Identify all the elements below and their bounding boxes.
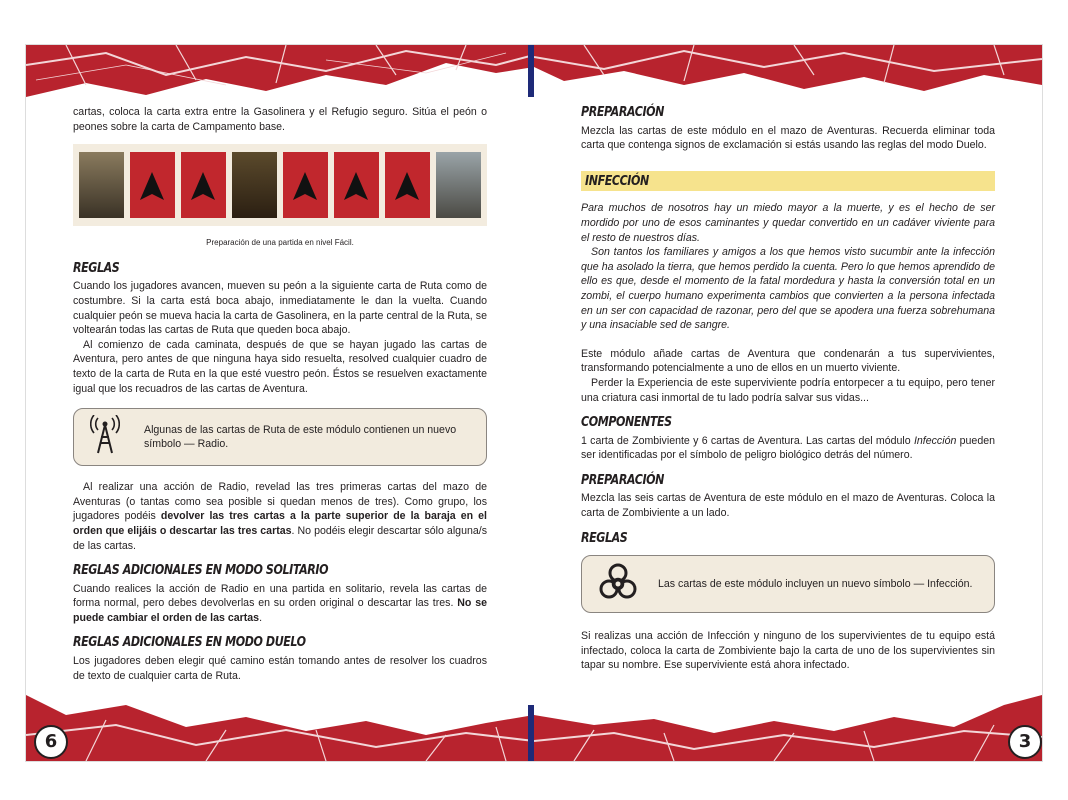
componentes-text-c: pueden ser identificadas por el símbolo de peligro biológico detrás del número. <box>581 434 996 462</box>
componentes-paragraph <box>581 434 995 463</box>
page-number-left: 6 <box>34 725 68 759</box>
solitario-text-c: . <box>259 611 263 624</box>
image-caption: Preparación de una partida en nivel Fácil. <box>206 238 354 248</box>
left-content <box>73 105 487 683</box>
radio-callout-text: Algunas de las cartas de Ruta de este módulo contienen un nuevo símbolo — Radio. <box>144 423 457 451</box>
card-gasolinera <box>232 152 277 218</box>
heading-reglas-right: REGLAS <box>581 529 628 546</box>
heading-preparacion-2: PREPARACIÓN <box>581 471 665 488</box>
componentes-text-a: 1 carta de Zombiviente y 6 cartas de Aventura. Las cartas del módulo <box>581 434 914 447</box>
componentes-text-it: Infección <box>913 434 957 447</box>
reglas-paragraph-1: Cuando los jugadores avancen, mueven su peón a la siguiente carta de Ruta como de costumbre. Si la carta está boca abajo, inmediatamente le dan la vuelta. Cuando cualquier peón se mueva hacia la carta de Gasolinera, en la parte central de la Ruta, se voltearán todas las cartas de Ruta que queden boca abajo. <box>73 280 487 337</box>
heading-infeccion: INFECCIÓN <box>585 172 649 189</box>
card-ruta-back <box>334 152 379 218</box>
setup-image <box>73 144 487 226</box>
infeccion-callout <box>581 555 995 613</box>
card-refugio <box>436 152 481 218</box>
biohazard-icon <box>598 562 648 607</box>
radio-text-a: Al realizar una acción de Radio, revelad las tres primeras cartas del mazo de Aventuras (o tantas como sea posible si quedan menos de tres). Como grupo, los jugadores podéis <box>73 481 487 523</box>
radio-tower-icon <box>90 415 134 460</box>
heading-duelo: REGLAS ADICIONALES EN MODO DUELO <box>73 634 306 651</box>
solitario-text-a: Cuando realices la acción de Radio en una partida en solitario, revela las cartas de forma normal, pero debes devolverlas en su orden original o descartar las tres. <box>73 582 487 610</box>
card-ruta-back <box>283 152 328 218</box>
map-band-bottom-right <box>534 675 1042 761</box>
heading-componentes: COMPONENTES <box>581 414 672 431</box>
final-paragraph: Si realizas una acción de Infección y ninguno de los supervivientes de tu equipo está infectado, coloca la carta de Zombiviente bajo la carta de uno de los supervivientes sin tapar su nombre. Ese superviviente está ahora infectado. <box>581 630 995 672</box>
duelo-paragraph: Los jugadores deben elegir qué camino están tomando antes de resolver los cuadros de texto de cualquier carta de Ruta. <box>73 655 487 682</box>
modulo-paragraph-1: Este módulo añade cartas de Aventura que condenarán a tus supervivientes, transformando potencialmente a uno de ellos en un muerto viviente. <box>581 347 995 375</box>
card-ruta-back <box>130 152 175 218</box>
flavor-paragraph-1: Para muchos de nosotros hay un miedo mayor a la muerte, y es el hecho de ser mordido por uno de esos caminantes y quedar convertido en un cadáver viviente para el resto de nuestros días. <box>581 202 995 244</box>
reglas-paragraph-2: Al comienzo de cada caminata, después de que se hayan jugado las cartas de Aventura, pero antes de que ninguna haya sido resuelta, resolved cualquier cuadro de texto de la carta de Ruta en la que esté vuestro peón. Éstos se resuelven exactamente igual que los recuadros de las cartas de Aventura. <box>73 338 487 395</box>
map-band-top-right <box>534 45 1042 97</box>
card-ruta-back <box>385 152 430 218</box>
solitario-text-bold: No se puede cambiar el orden de las cartas <box>73 597 487 624</box>
card-ruta-back <box>181 152 226 218</box>
card-campamento <box>79 152 124 218</box>
book-spread <box>26 45 1042 761</box>
preparacion-2-paragraph: Mezcla las seis cartas de Aventura de este módulo en el mazo de Aventuras. Coloca la carta de Zombiviente a un lado. <box>581 492 995 520</box>
right-content <box>581 105 995 673</box>
infeccion-banner <box>581 171 995 192</box>
radio-paragraph <box>73 480 487 553</box>
intro-paragraph: cartas, coloca la carta extra entre la Gasolinera y el Refugio seguro. Sitúa el peón o peones sobre la carta de Campamento base. <box>73 106 487 133</box>
radio-text-bold: devolver las tres cartas a la parte superior de la baraja en el orden que elijáis o descartar las tres cartas <box>73 510 487 537</box>
preparacion-1-paragraph: Mezcla las cartas de este módulo en el mazo de Aventuras. Recuerda eliminar toda carta que contenga signos de exclamación si estás usando las reglas del modo Duelo. <box>581 124 995 152</box>
heading-solitario: REGLAS ADICIONALES EN MODO SOLITARIO <box>73 562 329 579</box>
map-band-bottom-left <box>26 675 534 761</box>
page-number-right: 3 <box>1008 725 1042 759</box>
radio-callout <box>73 408 487 466</box>
heading-reglas: REGLAS <box>73 259 120 276</box>
modulo-paragraph-2: Perder la Experiencia de este superviviente podría entorpecer a tu equipo, pero tener una criatura casi inmortal de tu lado podría salvar sus vidas... <box>581 376 995 404</box>
page-right <box>534 45 1042 761</box>
page-left <box>26 45 534 761</box>
infeccion-callout-text: Las cartas de este módulo incluyen un nuevo símbolo — Infección. <box>658 577 973 590</box>
flavor-paragraph-2: Son tantos los familiares y amigos a los que hemos visto sucumbir ante la infección que ha asolado la tierra, que hemos perdido la cuenta. Pero lo que hemos aprendido de ello es que, desde el momento de la fatal mordedura y hasta la conversión total en un zombi, el cuerpo humano experimenta cambios que convierten a la persona infectada en un ser con capacidad de razonar, pero del que se apodera una fuerza sobrehumana y una insaciable sed de sangre. <box>581 246 995 332</box>
heading-preparacion-1: PREPARACIÓN <box>581 104 665 120</box>
solitario-paragraph <box>73 582 487 626</box>
map-band-top-left <box>26 45 534 97</box>
radio-text-c: . No podéis elegir descartar sólo alguna/s de las cartas. <box>73 524 487 552</box>
